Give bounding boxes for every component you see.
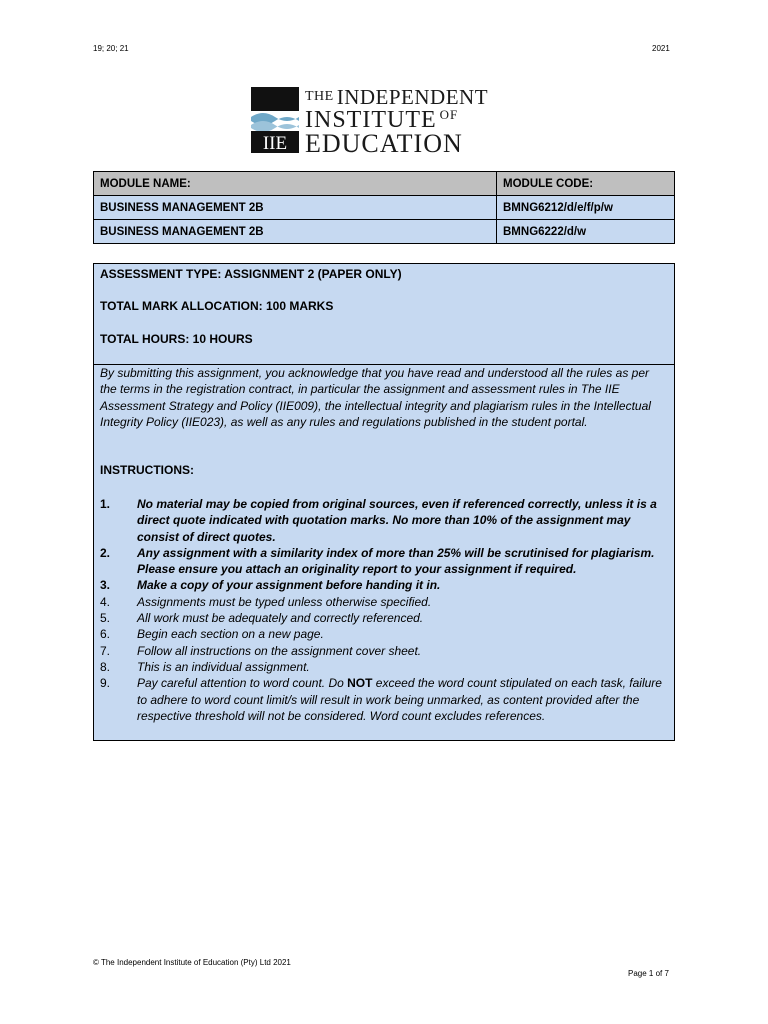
logo-education: EDUCATION	[305, 129, 463, 158]
table-header-row	[94, 172, 675, 196]
list-item: 4. Assignments must be typed unless otherwise specified.	[100, 594, 432, 609]
list-item: 1. No material may be copied from original sources, even if referenced correctly, unless it is a direct quote indicated with quotation marks. No more than 10% of the assignment may consist of direct quotes.	[100, 497, 657, 544]
logo-of: OF	[439, 107, 459, 122]
iie-logo-mark	[251, 87, 299, 153]
logo-independent: INDEPENDENT	[336, 85, 489, 109]
assessment-box	[93, 263, 675, 741]
module-code-header: MODULE CODE:	[497, 172, 675, 196]
svg-text:IIE: IIE	[262, 133, 288, 153]
list-item: 6. Begin each section on a new page.	[100, 627, 324, 642]
list-item: 8. This is an individual assignment.	[100, 659, 310, 674]
list-item: 9. Pay careful attention to word count. Do NOT exceed the word count stipulated on each task, failure to adhere to word count limit/s will result in work being unmarked, as content provided after the respective threshold will not be considered. Word count excludes references.	[100, 676, 662, 723]
instructions-heading: INSTRUCTIONS:	[100, 463, 194, 477]
header-year: 2021	[652, 44, 670, 53]
page-number: Page 1 of 7	[628, 969, 669, 978]
list-item: 5. All work must be adequately and correctly referenced.	[100, 611, 424, 626]
header-code: 19; 20; 21	[93, 44, 129, 53]
module-code-cell: BMNG6212/d/e/f/p/w	[497, 196, 675, 220]
table-row	[94, 220, 675, 244]
list-item: 7. Follow all instructions on the assignment cover sheet.	[100, 643, 422, 658]
module-name-cell: BUSINESS MANAGEMENT 2B	[94, 220, 497, 244]
module-table	[93, 171, 675, 244]
assessment-type: ASSESSMENT TYPE: ASSIGNMENT 2 (PAPER ONLY)	[100, 267, 402, 281]
module-name-cell: BUSINESS MANAGEMENT 2B	[94, 196, 497, 220]
module-code-cell: BMNG6222/d/w	[497, 220, 675, 244]
list-item: 3. Make a copy of your assignment before handing it in.	[100, 578, 441, 593]
total-marks: TOTAL MARK ALLOCATION: 100 MARKS	[100, 299, 334, 313]
table-row	[94, 196, 675, 220]
iie-logo	[251, 85, 517, 157]
total-hours: TOTAL HOURS: 10 HOURS	[100, 332, 253, 346]
instructions-list	[100, 496, 670, 724]
assessment-summary	[94, 264, 674, 365]
copyright-footer: © The Independent Institute of Education (Pty) Ltd 2021	[93, 958, 291, 967]
logo-institute: INSTITUTE	[305, 107, 437, 133]
list-item: 2. Any assignment with a similarity index of more than 25% will be scrutinised for plagiarism. Please ensure you attach an originality report to your assignment if required.	[100, 545, 655, 577]
module-name-header: MODULE NAME:	[94, 172, 497, 196]
acknowledgement-text: By submitting this assignment, you acknowledge that you have read and understood all the rules as per the terms in the registration contract, in particular the assignment and assessment rules in The IIE Assessment Strategy and Policy (IIE009), the intellectual integrity and plagiarism rules in the Intellectual Integrity Policy (IIE023), as well as any rules and regulations published in the student portal.	[100, 366, 651, 430]
logo-the: THE	[305, 89, 334, 104]
